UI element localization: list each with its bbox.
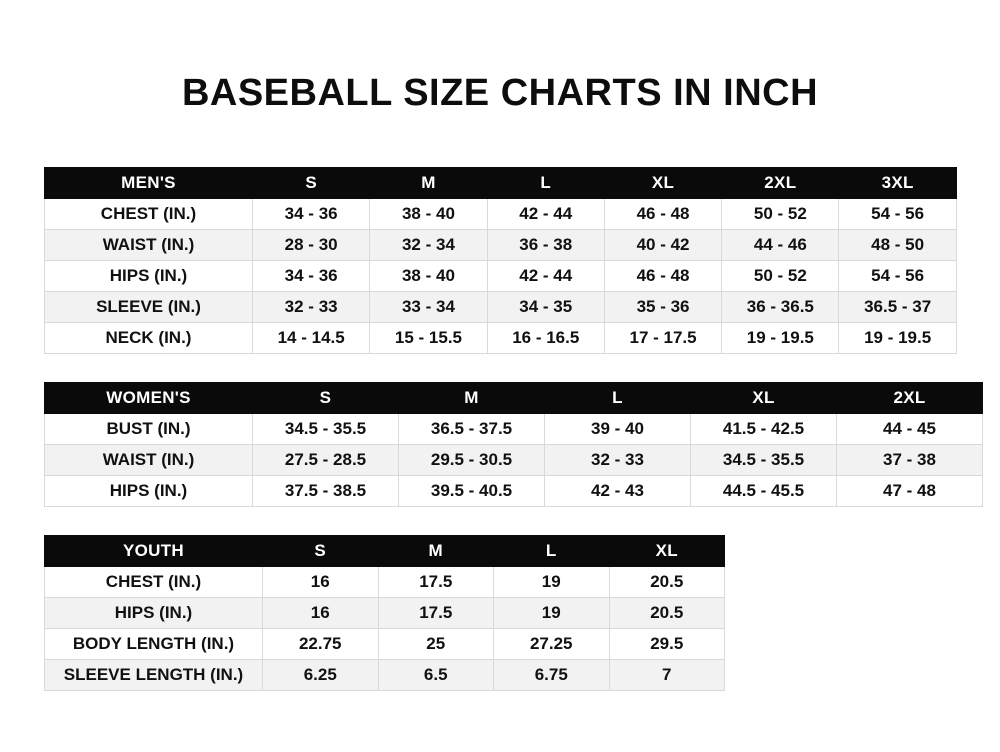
cell-value: 29.5 - 30.5 <box>399 445 545 476</box>
cell-value: 38 - 40 <box>370 199 487 230</box>
cell-value: 22.75 <box>263 629 379 660</box>
cell-value: 54 - 56 <box>839 261 956 292</box>
mens-header-2xl: 2XL <box>722 168 839 199</box>
row-label: BODY LENGTH (IN.) <box>45 629 263 660</box>
cell-value: 34 - 35 <box>487 292 604 323</box>
cell-value: 34 - 36 <box>253 199 370 230</box>
cell-value: 29.5 <box>609 629 725 660</box>
table-row <box>45 629 725 660</box>
cell-value: 38 - 40 <box>370 261 487 292</box>
cell-value: 19 - 19.5 <box>722 323 839 354</box>
mens-table-head <box>45 168 957 199</box>
womens-table-body <box>45 414 983 507</box>
cell-value: 44.5 - 45.5 <box>691 476 837 507</box>
row-label: NECK (IN.) <box>45 323 253 354</box>
womens-header-category: WOMEN'S <box>45 383 253 414</box>
cell-value: 15 - 15.5 <box>370 323 487 354</box>
table-row <box>45 598 725 629</box>
youth-header-m: M <box>378 536 494 567</box>
cell-value: 36 - 38 <box>487 230 604 261</box>
cell-value: 25 <box>378 629 494 660</box>
table-row <box>45 660 725 691</box>
cell-value: 34.5 - 35.5 <box>253 414 399 445</box>
womens-header-xl: XL <box>691 383 837 414</box>
table-row <box>45 199 957 230</box>
row-label: CHEST (IN.) <box>45 199 253 230</box>
youth-table-head <box>45 536 725 567</box>
page-title: BASEBALL SIZE CHARTS IN INCH <box>181 72 819 114</box>
cell-value: 37 - 38 <box>837 445 983 476</box>
cell-value: 36.5 - 37.5 <box>399 414 545 445</box>
mens-header-s: S <box>253 168 370 199</box>
cell-value: 36 - 36.5 <box>722 292 839 323</box>
cell-value: 32 - 33 <box>545 445 691 476</box>
cell-value: 20.5 <box>609 567 725 598</box>
youth-size-table <box>44 535 725 691</box>
table-row <box>45 476 983 507</box>
cell-value: 16 - 16.5 <box>487 323 604 354</box>
cell-value: 48 - 50 <box>839 230 956 261</box>
youth-table-body <box>45 567 725 691</box>
row-label: WAIST (IN.) <box>45 445 253 476</box>
cell-value: 32 - 33 <box>253 292 370 323</box>
womens-header-l: L <box>545 383 691 414</box>
size-tables-container <box>0 167 1000 691</box>
youth-header-s: S <box>263 536 379 567</box>
cell-value: 17.5 <box>378 567 494 598</box>
cell-value: 44 - 46 <box>722 230 839 261</box>
row-label: BUST (IN.) <box>45 414 253 445</box>
cell-value: 39.5 - 40.5 <box>399 476 545 507</box>
table-row <box>45 445 983 476</box>
table-header-row <box>45 536 725 567</box>
row-label: SLEEVE (IN.) <box>45 292 253 323</box>
row-label: HIPS (IN.) <box>45 598 263 629</box>
mens-size-table <box>44 167 957 354</box>
cell-value: 44 - 45 <box>837 414 983 445</box>
row-label: HIPS (IN.) <box>45 476 253 507</box>
cell-value: 46 - 48 <box>604 261 721 292</box>
womens-size-table <box>44 382 983 507</box>
cell-value: 41.5 - 42.5 <box>691 414 837 445</box>
cell-value: 46 - 48 <box>604 199 721 230</box>
cell-value: 28 - 30 <box>253 230 370 261</box>
cell-value: 50 - 52 <box>722 199 839 230</box>
table-row <box>45 292 957 323</box>
cell-value: 19 <box>494 598 610 629</box>
cell-value: 47 - 48 <box>837 476 983 507</box>
mens-header-l: L <box>487 168 604 199</box>
cell-value: 16 <box>263 567 379 598</box>
cell-value: 42 - 43 <box>545 476 691 507</box>
cell-value: 40 - 42 <box>604 230 721 261</box>
cell-value: 54 - 56 <box>839 199 956 230</box>
cell-value: 33 - 34 <box>370 292 487 323</box>
table-header-row <box>45 383 983 414</box>
cell-value: 27.5 - 28.5 <box>253 445 399 476</box>
cell-value: 7 <box>609 660 725 691</box>
mens-header-xl: XL <box>604 168 721 199</box>
cell-value: 16 <box>263 598 379 629</box>
table-row <box>45 323 957 354</box>
cell-value: 37.5 - 38.5 <box>253 476 399 507</box>
womens-table-head <box>45 383 983 414</box>
cell-value: 35 - 36 <box>604 292 721 323</box>
cell-value: 42 - 44 <box>487 199 604 230</box>
mens-header-category: MEN'S <box>45 168 253 199</box>
table-row <box>45 230 957 261</box>
cell-value: 32 - 34 <box>370 230 487 261</box>
womens-header-m: M <box>399 383 545 414</box>
cell-value: 17 - 17.5 <box>604 323 721 354</box>
table-header-row <box>45 168 957 199</box>
row-label: WAIST (IN.) <box>45 230 253 261</box>
row-label: SLEEVE LENGTH (IN.) <box>45 660 263 691</box>
youth-header-category: YOUTH <box>45 536 263 567</box>
cell-value: 50 - 52 <box>722 261 839 292</box>
youth-header-xl: XL <box>609 536 725 567</box>
cell-value: 34.5 - 35.5 <box>691 445 837 476</box>
row-label: HIPS (IN.) <box>45 261 253 292</box>
cell-value: 17.5 <box>378 598 494 629</box>
mens-header-3xl: 3XL <box>839 168 956 199</box>
cell-value: 6.75 <box>494 660 610 691</box>
row-label: CHEST (IN.) <box>45 567 263 598</box>
cell-value: 34 - 36 <box>253 261 370 292</box>
mens-header-m: M <box>370 168 487 199</box>
cell-value: 42 - 44 <box>487 261 604 292</box>
table-row <box>45 567 725 598</box>
cell-value: 6.5 <box>378 660 494 691</box>
cell-value: 6.25 <box>263 660 379 691</box>
cell-value: 19 - 19.5 <box>839 323 956 354</box>
cell-value: 14 - 14.5 <box>253 323 370 354</box>
table-row <box>45 414 983 445</box>
cell-value: 20.5 <box>609 598 725 629</box>
womens-header-2xl: 2XL <box>837 383 983 414</box>
mens-table-body <box>45 199 957 354</box>
cell-value: 27.25 <box>494 629 610 660</box>
cell-value: 39 - 40 <box>545 414 691 445</box>
cell-value: 36.5 - 37 <box>839 292 956 323</box>
table-row <box>45 261 957 292</box>
womens-header-s: S <box>253 383 399 414</box>
cell-value: 19 <box>494 567 610 598</box>
youth-header-l: L <box>494 536 610 567</box>
